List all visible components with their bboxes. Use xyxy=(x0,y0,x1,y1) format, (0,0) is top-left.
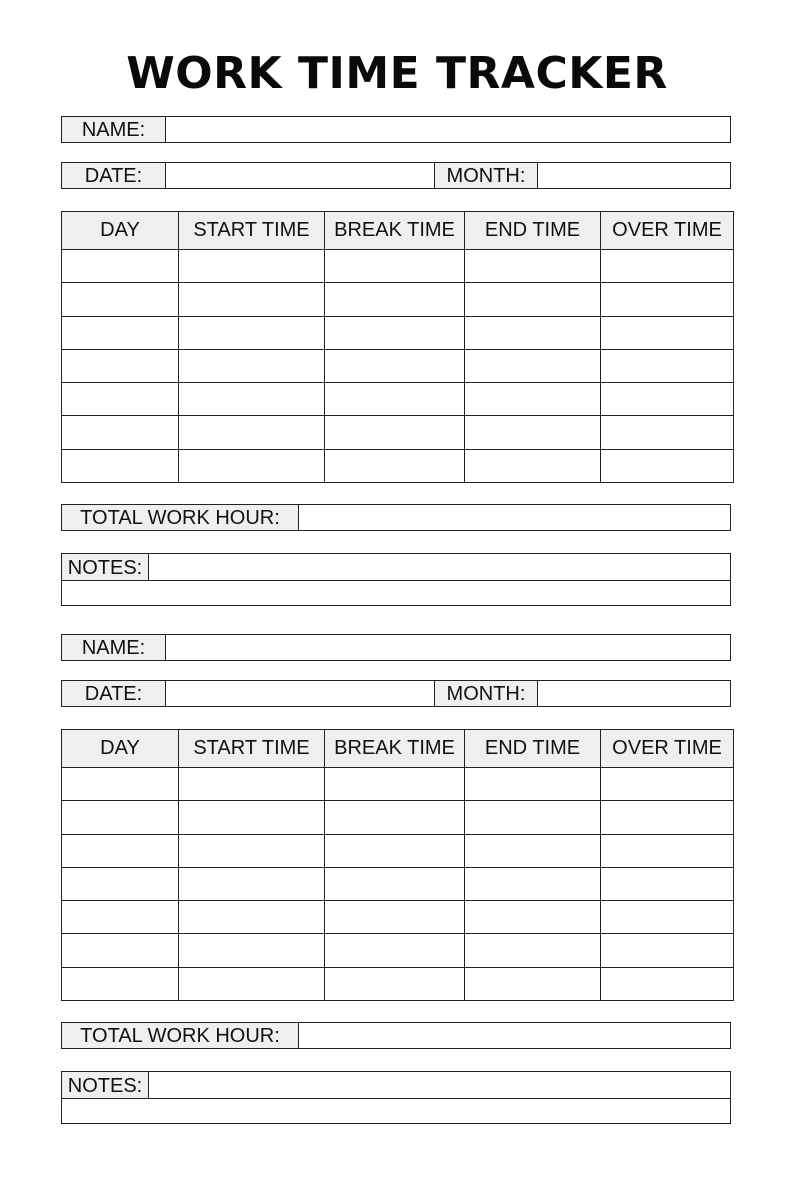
date-month-row xyxy=(61,162,731,189)
table-row xyxy=(62,316,734,349)
cell-day[interactable] xyxy=(62,250,179,283)
col-header-start-time: START TIME xyxy=(179,212,325,250)
month-field[interactable] xyxy=(538,163,730,188)
name-row xyxy=(61,634,731,661)
cell-day[interactable] xyxy=(62,349,179,382)
table-row xyxy=(62,283,734,316)
cell-end-time[interactable] xyxy=(465,967,601,1000)
cell-over-time[interactable] xyxy=(601,283,734,316)
col-header-day: DAY xyxy=(62,730,179,768)
cell-end-time[interactable] xyxy=(465,250,601,283)
name-label: NAME: xyxy=(62,635,166,660)
table-row xyxy=(62,349,734,382)
cell-break-time[interactable] xyxy=(325,801,465,834)
time-table xyxy=(61,211,734,483)
cell-start-time[interactable] xyxy=(179,316,325,349)
col-header-break-time: BREAK TIME xyxy=(325,212,465,250)
page-title: WORK TIME TRACKER xyxy=(126,48,668,99)
total-work-hour-label: TOTAL WORK HOUR: xyxy=(62,1023,299,1048)
cell-end-time[interactable] xyxy=(465,316,601,349)
cell-end-time[interactable] xyxy=(465,349,601,382)
cell-day[interactable] xyxy=(62,449,179,482)
cell-end-time[interactable] xyxy=(465,416,601,449)
cell-end-time[interactable] xyxy=(465,934,601,967)
cell-start-time[interactable] xyxy=(179,283,325,316)
notes-box xyxy=(61,553,731,606)
cell-day[interactable] xyxy=(62,801,179,834)
notes-label: NOTES: xyxy=(62,1072,149,1099)
cell-break-time[interactable] xyxy=(325,349,465,382)
cell-start-time[interactable] xyxy=(179,967,325,1000)
total-work-hour-row xyxy=(61,504,731,531)
cell-start-time[interactable] xyxy=(179,834,325,867)
cell-start-time[interactable] xyxy=(179,768,325,801)
col-header-break-time: BREAK TIME xyxy=(325,730,465,768)
notes-field-line-1[interactable] xyxy=(149,1072,730,1099)
table-row xyxy=(62,250,734,283)
date-field[interactable] xyxy=(166,681,434,706)
table-row xyxy=(62,934,734,967)
cell-over-time[interactable] xyxy=(601,316,734,349)
cell-break-time[interactable] xyxy=(325,316,465,349)
cell-start-time[interactable] xyxy=(179,867,325,900)
cell-day[interactable] xyxy=(62,867,179,900)
date-month-row xyxy=(61,680,731,707)
table-header-row xyxy=(62,730,734,768)
cell-end-time[interactable] xyxy=(465,901,601,934)
cell-break-time[interactable] xyxy=(325,283,465,316)
cell-start-time[interactable] xyxy=(179,801,325,834)
notes-box xyxy=(61,1071,731,1124)
cell-end-time[interactable] xyxy=(465,834,601,867)
table-row xyxy=(62,967,734,1000)
table-row xyxy=(62,834,734,867)
cell-over-time[interactable] xyxy=(601,834,734,867)
col-header-end-time: END TIME xyxy=(465,730,601,768)
cell-start-time[interactable] xyxy=(179,449,325,482)
cell-end-time[interactable] xyxy=(465,801,601,834)
cell-break-time[interactable] xyxy=(325,967,465,1000)
col-header-over-time: OVER TIME xyxy=(601,212,734,250)
table-row xyxy=(62,449,734,482)
table-row xyxy=(62,901,734,934)
col-header-end-time: END TIME xyxy=(465,212,601,250)
notes-label: NOTES: xyxy=(62,554,149,581)
name-field[interactable] xyxy=(166,117,730,142)
cell-day[interactable] xyxy=(62,934,179,967)
cell-over-time[interactable] xyxy=(601,934,734,967)
total-work-hour-row xyxy=(61,1022,731,1049)
table-row xyxy=(62,416,734,449)
month-field[interactable] xyxy=(538,681,730,706)
cell-break-time[interactable] xyxy=(325,383,465,416)
table-row xyxy=(62,768,734,801)
cell-break-time[interactable] xyxy=(325,867,465,900)
cell-start-time[interactable] xyxy=(179,349,325,382)
table-body xyxy=(62,250,734,483)
month-label: MONTH: xyxy=(434,163,538,188)
cell-over-time[interactable] xyxy=(601,867,734,900)
cell-day[interactable] xyxy=(62,834,179,867)
cell-day[interactable] xyxy=(62,316,179,349)
cell-start-time[interactable] xyxy=(179,901,325,934)
cell-over-time[interactable] xyxy=(601,250,734,283)
cell-start-time[interactable] xyxy=(179,416,325,449)
cell-break-time[interactable] xyxy=(325,250,465,283)
cell-break-time[interactable] xyxy=(325,901,465,934)
time-table xyxy=(61,729,734,1001)
cell-start-time[interactable] xyxy=(179,383,325,416)
cell-break-time[interactable] xyxy=(325,768,465,801)
cell-over-time[interactable] xyxy=(601,901,734,934)
notes-field-line-2[interactable] xyxy=(62,1099,730,1124)
notes-field-line-1[interactable] xyxy=(149,554,730,581)
col-header-day: DAY xyxy=(62,212,179,250)
cell-day[interactable] xyxy=(62,967,179,1000)
date-field[interactable] xyxy=(166,163,434,188)
table-row xyxy=(62,801,734,834)
cell-start-time[interactable] xyxy=(179,250,325,283)
cell-over-time[interactable] xyxy=(601,416,734,449)
cell-break-time[interactable] xyxy=(325,416,465,449)
cell-day[interactable] xyxy=(62,901,179,934)
name-row xyxy=(61,116,731,143)
cell-over-time[interactable] xyxy=(601,383,734,416)
col-header-start-time: START TIME xyxy=(179,730,325,768)
cell-day[interactable] xyxy=(62,768,179,801)
cell-start-time[interactable] xyxy=(179,934,325,967)
cell-break-time[interactable] xyxy=(325,934,465,967)
table-header-row xyxy=(62,212,734,250)
cell-day[interactable] xyxy=(62,416,179,449)
cell-end-time[interactable] xyxy=(465,768,601,801)
table-body xyxy=(62,768,734,1001)
cell-over-time[interactable] xyxy=(601,801,734,834)
col-header-over-time: OVER TIME xyxy=(601,730,734,768)
cell-break-time[interactable] xyxy=(325,449,465,482)
cell-break-time[interactable] xyxy=(325,834,465,867)
cell-over-time[interactable] xyxy=(601,768,734,801)
total-work-hour-field[interactable] xyxy=(299,1023,730,1048)
total-work-hour-field[interactable] xyxy=(299,505,730,530)
cell-over-time[interactable] xyxy=(601,349,734,382)
cell-end-time[interactable] xyxy=(465,283,601,316)
cell-end-time[interactable] xyxy=(465,867,601,900)
date-label: DATE: xyxy=(62,163,166,188)
table-row xyxy=(62,867,734,900)
cell-end-time[interactable] xyxy=(465,383,601,416)
cell-day[interactable] xyxy=(62,283,179,316)
table-row xyxy=(62,383,734,416)
date-label: DATE: xyxy=(62,681,166,706)
month-label: MONTH: xyxy=(434,681,538,706)
cell-over-time[interactable] xyxy=(601,449,734,482)
cell-end-time[interactable] xyxy=(465,449,601,482)
cell-over-time[interactable] xyxy=(601,967,734,1000)
name-label: NAME: xyxy=(62,117,166,142)
cell-day[interactable] xyxy=(62,383,179,416)
total-work-hour-label: TOTAL WORK HOUR: xyxy=(62,505,299,530)
name-field[interactable] xyxy=(166,635,730,660)
notes-field-line-2[interactable] xyxy=(62,581,730,606)
